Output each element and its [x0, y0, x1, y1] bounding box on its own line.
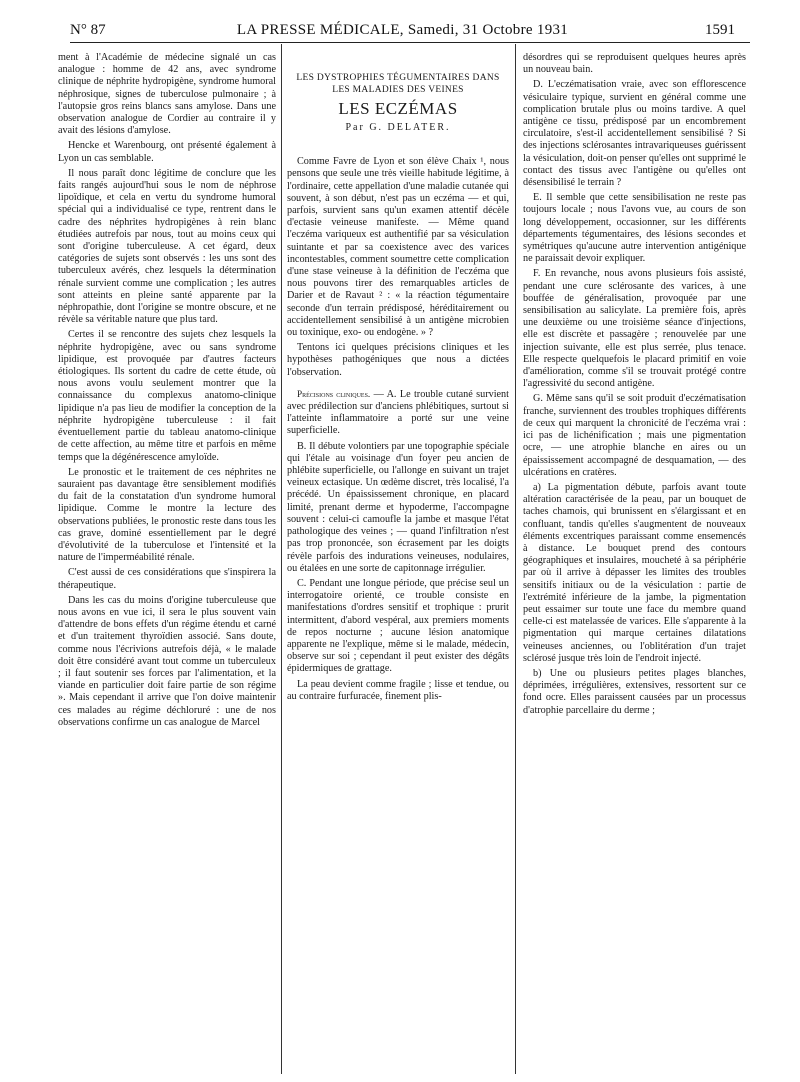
column-1 — [58, 52, 276, 1064]
paragraph: La peau devient comme fragile ; lisse et tendue, ou au contraire furfuracée, finement plis- — [287, 678, 509, 702]
column-divider — [515, 44, 516, 1074]
paragraph: Dans les cas du moins d'origine tuberculeuse que nous avons en vue ici, il sera le plus souvent vain d'attendre de bons effets d'un régime étendu et carné et d'un traitement thyroïdien associé. Sans doute, comme nous l'écrivions autrefois déjà, « le malade doit être considéré avant tout comme un tuberculeux ; il faut soutenir ses forces par l'alimentation, et la viande en particulier doit faire partie de son régime ». Mais cependant il arrive que l'on doive maintenir ces malades au régime déchloruré : une de nos observations confirme un cas analogue de Marcel — [58, 594, 276, 728]
section-text: — A. Le trouble cutané survient avec prédilection sur d'anciens phlébitiques, surtout si l'atteinte inflammatoire a porté sur une veine superficielle. — [287, 388, 509, 437]
paragraph: E. Il semble que cette sensibilisation ne reste pas toujours locale ; nous l'avons vue, au cours de son long développement, occasionner, sur les différents départements tégumentaires, des lésions secondes et symétriques qu'aucune autre intervention antigénique ne paraissait devoir expliquer. — [523, 192, 746, 265]
paragraph: C'est aussi de ces considérations que s'inspirera la thérapeutique. — [58, 567, 276, 591]
issue-number: N° 87 — [70, 22, 106, 38]
page-number: 1591 — [705, 22, 735, 38]
header-rule — [70, 42, 750, 43]
column-divider — [281, 44, 282, 1074]
paragraph: C. Pendant une longue période, que précise seul un interrogatoire orienté, ce trouble consiste en manifestations d'ordres sensitif et trophique : prurit intermittent, d'abord vespéral, aux premiers moments de repos nocturne ; aucune lésion anatomique apparente ne l'explique, même si le malade, médecin, observe sur soi ; cependant il peut exister des dégâts épidermiques de grattage. — [287, 577, 509, 675]
paragraph: Comme Favre de Lyon et son élève Chaix ¹, nous pensons que seule une très vieille habitude légitime, à l'ordinaire, cette appellation d'une maladie cutanée qui souvent, à son début, n'est pas un eczéma — et qui, parfois, survient sans qu'un examen attentif décèle d'ectasie veineuse manifeste. — Même quand l'eczéma variqueux est authentifié par sa vésiculation suintante et par sa coexistence avec des varices incontestables, comment soumettre cette complication d'une stase veineuse à la définition de l'eczéma que nous pouvons tirer des remarquables articles de Darier et de Ravaut ² : « la réaction tégumentaire seconde d'un terrain prédisposé, héréditairement ou accidentellement sensibilisé à un antigène microbien ou toxinique, exo- ou endogène. » ? — [287, 156, 509, 339]
paragraph: ment à l'Académie de médecine signalé un cas analogue : homme de 42 ans, avec syndrome clinique de néphrite hydropigène, syndrome humoral néphrosique, signes de tuberculose pulmonaire ; à l'autopsie gros reins blancs sans amylose. Dans une observation analogue de Cordier au contraire il y avait des lésions d'amylose. — [58, 52, 276, 137]
section-label: Précisions cliniques. — [297, 388, 371, 399]
paragraph: Il nous paraît donc légitime de conclure que les faits rangés aujourd'hui sous le nom de néphrose lipoïdique, et cela en vertu du syndrome humoral spécial qui a individualisé ce type, rentrent dans le cadre des néphrites hydropigènes à rein blanc étudiées autrefois par nous, tout au moins ceux qui sont d'origine tuberculeuse. A cet égard, deux catégories de sujets sont observés : les uns sont des tuberculeux avérés, chez lesquels la détermination rénale survient comme une complication ; les autres sont atteints en pleine santé apparente par la néphropathie, dont l'origine se montre obscure, et ne révèle sa véritable nature que plus tard. — [58, 167, 276, 326]
column-3 — [523, 52, 746, 1064]
paragraph: désordres qui se reproduisent quelques heures après un nouveau bain. — [523, 52, 746, 76]
section-paragraph — [287, 388, 509, 438]
paragraph: Hencke et Warenbourg, ont présenté également à Lyon un cas semblable. — [58, 140, 276, 164]
paragraph: B. Il débute volontiers par une topographie spéciale qui l'étale au voisinage d'un foyer peu ancien de phlébite superficielle, ou l'allonge en suivant un trajet veineux ectasique. Un œdème discret, très localisé, l'a précédé. Un épaississement chronique, en placard limité, prenant derme et hypoderme, l'accompagne souvent : celui-ci camoufle la jambe et masque l'état pathologique des veines ; — quand l'infiltration n'est pas trop prononcée, son écrasement par les doigts révèle parfois des indurations veineuses, nodulaires, ou étalées en une sorte de capitonnage irrégulier. — [287, 440, 509, 574]
article-author: Par G. DELATER. — [345, 122, 451, 133]
article-kicker: LES DYSTROPHIES TÉGUMENTAIRES DANS LES MALADIES DES VEINES — [296, 73, 500, 95]
paragraph: b) Une ou plusieurs petites plages blanches, déprimées, irrégulières, extensives, ressortent sur ce fond ocre. Elles paraissent causées par un processus d'atrophie parcellaire du derme ; — [523, 667, 746, 716]
article-heading — [287, 72, 509, 134]
paragraph: Certes il se rencontre des sujets chez lesquels la néphrite hydropigène, avec ou sans syndrome lipidique, est provoquée par d'autres facteurs étiologiques. Ils sortent du cadre de cette étude, où nous avons voulu seulement montrer que la connaissance du complexus anatomo-clinique lipidique n'a pas lieu de modifier la conception de la néphrite hydropigène tuberculeuse : il fait éventuellement partie du tableau anatomo-clinique de cette affection, au même titre et parfois en même temps que la dégénérescence amyloïde. — [58, 329, 276, 463]
column-2 — [287, 52, 509, 1064]
paragraph: Tentons ici quelques précisions cliniques et les hypothèses pathogéniques que nous a dictées l'observation. — [287, 342, 509, 378]
journal-title-date: LA PRESSE MÉDICALE, Samedi, 31 Octobre 1931 — [236, 22, 569, 38]
paragraph: D. L'eczématisation vraie, avec son efflorescence vésiculaire typique, survient en général comme une complication brutale plus ou moins tardive. A quel antigène ce tissu, prédisposé par un encombrement circulatoire, s'est-il accidentellement sensibilisé ? Si des injections sclérosantes intravariqueuses guérissent la vésiculation, doit-on penser qu'elles ont supprimé le contact des tissus avec l'antigène ou qu'elles ont désensibilisé le terrain ? — [523, 79, 746, 189]
paragraph: F. En revanche, nous avons plusieurs fois assisté, pendant une cure sclérosante des varices, à une bouffée de généralisation, provoquée par une sensibilisation au salicylate. La première fois, après une deuxième ou une troisième séance d'injections, elle est discrète et passagère ; renouvelée par une injection suivante, elle est plus serrée, plus tenace. Elle respecte quelquefois le placard primitif en voie d'amélioration, comme s'il se trouvait protégé contre l'agressivité du second antigène. — [523, 268, 746, 390]
running-header — [70, 18, 735, 40]
paragraph: Le pronostic et le traitement de ces néphrites ne sauraient pas davantage être sensiblement modifiés du fait de la constatation d'un syndrome humoral lipidique. Comme le montre la lecture des observations publiées, le pronostic reste dans tous les cas grave, dominé essentiellement par le degré d'évolutivité de la tuberculose et l'intensité et la nature de l'imperméabilité rénale. — [58, 466, 276, 564]
article-title: LES ECZÉMAS — [338, 99, 458, 118]
paragraph: G. Même sans qu'il se soit produit d'eczématisation franche, surviennent des troubles trophiques différents de ceux qui marquent la chronicité de l'eczéma vrai : ici pas de lichénification ; mais une pigmentation ocre, — une atrophie blanche en aires ou un épaississement accompagné de desquamation, — des ulcérations en cratères. — [523, 393, 746, 478]
paragraph: a) La pigmentation débute, parfois avant toute altération caractérisée de la peau, par un bouquet de taches chamois, qui brunissent en s'élargissant et en confluant, tandis qu'elles s'augmentent de nouveaux éléments excentriques paraissant comme ensemencés à distance. Le bouquet prend des contours géographiques et insulaires, moucheté à sa périphérie par où il arrive à dépasser les limites des troubles sensitifs initiaux ou de la vésiculation : partie de l'extrémité inférieure de la jambe, la pigmentation peut essaimer sur toute une face du membre quand celle-ci est matelassée de varices. Elle s'apparente à la pigmentation qui marque certaines dilatations veineuses anciennes, ou l'oblitération d'un trajet sclérosé jusque très loin de l'endroit injecté. — [523, 481, 746, 664]
